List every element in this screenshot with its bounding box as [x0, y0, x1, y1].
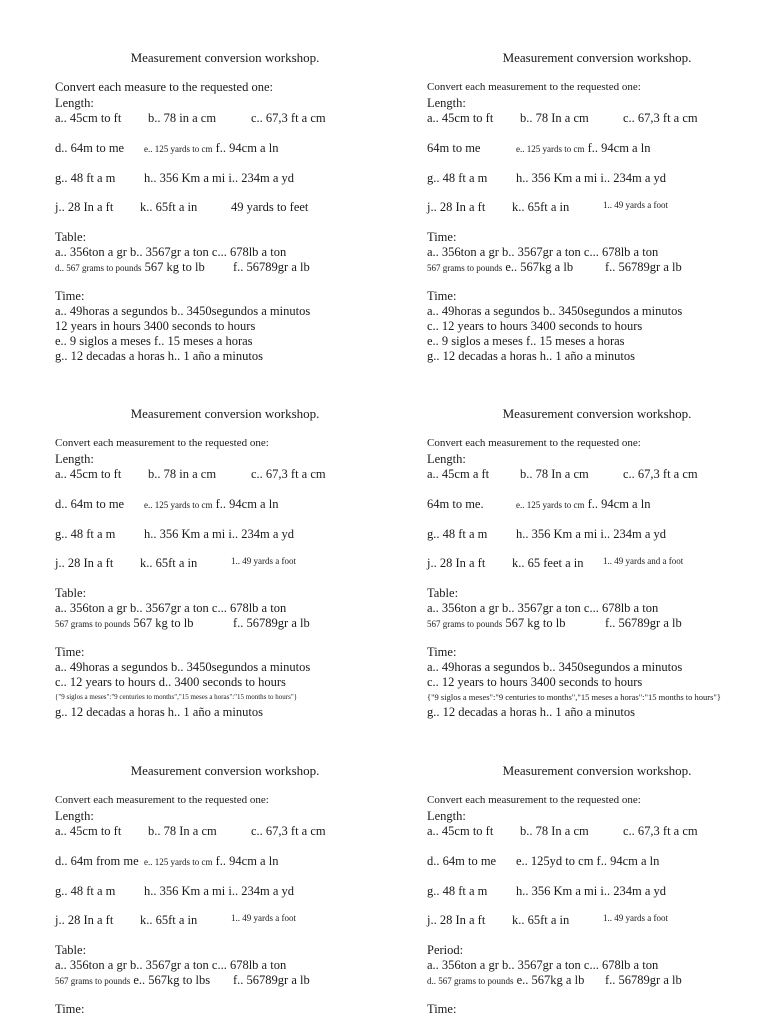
exercise-item: 567 kg to lb: [133, 616, 194, 630]
exercise-item: e.. 125 yards to cm: [144, 500, 213, 510]
length-row: [427, 199, 767, 215]
exercise-item: 567 grams to pounds: [427, 263, 503, 273]
exercise-item: a.. 45cm a ft: [427, 467, 490, 481]
instructions: Convert each measure to the requested one:: [55, 80, 273, 94]
exercise-item: g.. 48 ft a m: [55, 527, 116, 541]
exercise-item: c.. 67,3 ft a cm: [623, 111, 698, 125]
length-row: [55, 110, 395, 126]
exercise-item: b.. 78 In a cm: [148, 824, 217, 838]
exercise-item: k.. 65ft a in: [512, 913, 570, 927]
exercise-item: a.. 45cm to ft: [55, 824, 122, 838]
exercise-item: f.. 56789gr a lb: [233, 616, 310, 630]
length-row: [427, 883, 767, 899]
exercise-item: h.. 356 Km a mi i.. 234m a yd: [144, 171, 294, 185]
length-heading: Length:: [427, 809, 466, 823]
length-row: [427, 555, 767, 571]
time-row: g.. 12 decadas a horas h.. 1 año a minutos: [427, 349, 635, 363]
exercise-item: a.. 45cm to ft: [427, 111, 494, 125]
exercise-item: b.. 78 In a cm: [520, 824, 589, 838]
length-row: [427, 853, 767, 869]
worksheet-title: Measurement conversion workshop.: [130, 406, 320, 421]
exercise-item: k.. 65ft a in: [140, 913, 198, 927]
time-row: e.. 9 siglos a meses f.. 15 meses a horas: [55, 334, 253, 348]
mass-row: a.. 356ton a gr b.. 3567gr a ton c... 678lb a ton: [427, 601, 659, 615]
exercise-item: h.. 356 Km a mi i.. 234m a yd: [516, 884, 666, 898]
length-row: [427, 526, 767, 542]
mass-row: [55, 615, 395, 631]
exercise-item: 1.. 49 yards and a foot: [603, 556, 684, 566]
exercise-item: d.. 64m from me: [55, 854, 139, 868]
exercise-item: d.. 64m to me: [55, 141, 125, 155]
exercise-item: f.. 94cm a ln: [215, 854, 279, 868]
time-row: a.. 49horas a segundos b.. 3450segundos a minutos: [427, 304, 683, 318]
exercise-item: 1.. 49 yards a foot: [231, 913, 296, 923]
time-heading: Time:: [427, 645, 457, 659]
time-row: g.. 12 decadas a horas h.. 1 año a minutos: [427, 705, 635, 719]
time-row: {"9 siglos a meses":"9 centuries to months","15 meses a horas":"15 months to hours"}: [55, 693, 298, 701]
exercise-group: [144, 140, 278, 157]
length-row: [427, 912, 767, 928]
exercise-item: g.. 48 ft a m: [427, 527, 488, 541]
instructions: Convert each measurement to the requested one:: [427, 794, 641, 806]
exercise-item: e.. 125 yards to cm: [144, 144, 213, 154]
exercise-item: 1.. 49 yards a foot: [603, 913, 668, 923]
length-row: [55, 466, 395, 482]
length-row: [55, 912, 395, 928]
exercise-group: [144, 496, 278, 513]
exercise-item: j.. 28 In a ft: [55, 913, 114, 927]
exercise-item: 49 yards to feet: [231, 200, 309, 214]
length-heading: Length:: [55, 452, 94, 466]
mass-row: [427, 972, 767, 988]
exercise-item: a.. 45cm to ft: [427, 824, 494, 838]
length-row: [427, 140, 767, 156]
exercise-item: 1.. 49 yards a foot: [231, 556, 296, 566]
exercise-item: e.. 567kg to lbs: [133, 973, 211, 987]
length-heading: Length:: [427, 96, 466, 110]
time-heading: Time:: [55, 1002, 85, 1016]
exercise-item: h.. 356 Km a mi i.. 234m a yd: [144, 884, 294, 898]
mass-heading: Table:: [55, 230, 87, 244]
mass-row: [427, 615, 767, 631]
length-row: [55, 140, 395, 156]
length-row: [55, 555, 395, 571]
exercise-group: [55, 615, 193, 632]
length-row: [427, 466, 767, 482]
exercise-item: f.. 94cm a ln: [215, 141, 279, 155]
exercise-item: k.. 65ft a in: [140, 200, 198, 214]
exercise-item: g.. 48 ft a m: [55, 884, 116, 898]
worksheet-title: Measurement conversion workshop.: [130, 763, 320, 778]
exercise-item: d.. 567 grams to pounds: [55, 263, 142, 273]
exercise-item: h.. 356 Km a mi i.. 234m a yd: [144, 527, 294, 541]
exercise-item: 567 grams to pounds: [427, 619, 503, 629]
length-row: [427, 823, 767, 839]
length-heading: Length:: [55, 809, 94, 823]
exercise-item: 567 grams to pounds: [55, 976, 131, 986]
exercise-item: f.. 56789gr a lb: [605, 616, 682, 630]
exercise-item: a.. 45cm to ft: [55, 467, 122, 481]
exercise-item: 64m to me: [427, 141, 481, 155]
exercise-item: j.. 28 In a ft: [55, 556, 114, 570]
exercise-item: a.. 45cm to ft: [55, 111, 122, 125]
time-row: c.. 12 years to hours 3400 seconds to hours: [427, 319, 643, 333]
length-row: [427, 496, 767, 512]
exercise-item: e.. 567kg a lb: [505, 260, 574, 274]
time-heading: Time:: [55, 289, 85, 303]
exercise-item: f.. 94cm a ln: [215, 497, 279, 511]
mass-row: a.. 356ton a gr b.. 3567gr a ton c... 678lb a ton: [427, 958, 659, 972]
instructions: Convert each measurement to the requested one:: [55, 437, 269, 449]
length-heading: Length:: [55, 96, 94, 110]
length-row: [55, 823, 395, 839]
mass-row: [427, 259, 767, 275]
exercise-group: [516, 496, 650, 513]
worksheet-title: Measurement conversion workshop.: [502, 763, 692, 778]
length-heading: Length:: [427, 452, 466, 466]
exercise-item: c.. 67,3 ft a cm: [251, 467, 326, 481]
exercise-group: [427, 259, 573, 276]
instructions: Convert each measurement to the requested one:: [427, 437, 641, 449]
mass-heading: Table:: [427, 586, 459, 600]
exercise-item: c.. 67,3 ft a cm: [251, 111, 326, 125]
exercise-item: f.. 56789gr a lb: [605, 260, 682, 274]
exercise-item: b.. 78 In a cm: [520, 111, 589, 125]
length-row: [427, 170, 767, 186]
mass-heading: Period:: [427, 943, 464, 957]
time-row: g.. 12 decadas a horas h.. 1 año a minutos: [55, 705, 263, 719]
length-row: [55, 170, 395, 186]
exercise-item: f.. 94cm a ln: [587, 141, 651, 155]
mass-row: a.. 356ton a gr b.. 3567gr a ton c... 678lb a ton: [55, 245, 287, 259]
exercise-group: [427, 972, 584, 989]
length-row: [427, 110, 767, 126]
mass-row: a.. 356ton a gr b.. 3567gr a ton c... 678lb a ton: [55, 958, 287, 972]
exercise-item: b.. 78 in a cm: [148, 467, 217, 481]
time-row: {"9 siglos a meses":"9 centuries to months","15 meses a horas":"15 months to hours"}: [427, 692, 721, 702]
exercise-item: e.. 125 yards to cm: [516, 144, 585, 154]
time-row: c.. 12 years to hours d.. 3400 seconds to hours: [55, 675, 286, 689]
exercise-item: f.. 56789gr a lb: [233, 260, 310, 274]
exercise-item: k.. 65ft a in: [512, 200, 570, 214]
exercise-item: e.. 567kg a lb: [516, 973, 585, 987]
length-row: [55, 883, 395, 899]
exercise-item: f.. 94cm a ln: [596, 854, 660, 868]
exercise-item: 567 kg to lb: [505, 616, 566, 630]
exercise-item: c.. 67,3 ft a cm: [251, 824, 326, 838]
time-row: c.. 12 years to hours 3400 seconds to hours: [427, 675, 643, 689]
worksheet-title: Measurement conversion workshop.: [502, 50, 692, 65]
exercise-group: [427, 615, 565, 632]
time-row: a.. 49horas a segundos b.. 3450segundos a minutos: [427, 660, 683, 674]
time-row: 12 years in hours 3400 seconds to hours: [55, 319, 256, 333]
mass-heading: Table:: [55, 586, 87, 600]
mass-row: a.. 356ton a gr b.. 3567gr a ton c... 678lb a ton: [427, 245, 659, 259]
exercise-item: g.. 48 ft a m: [427, 171, 488, 185]
time-row: e.. 9 siglos a meses f.. 15 meses a horas: [427, 334, 625, 348]
exercise-item: 1.. 49 yards a foot: [603, 200, 668, 210]
exercise-item: j.. 28 In a ft: [427, 556, 486, 570]
time-heading: Time:: [427, 1002, 457, 1016]
exercise-group: [55, 972, 210, 989]
length-row: [55, 199, 395, 215]
mass-heading: Table:: [55, 943, 87, 957]
exercise-group: [516, 140, 650, 157]
exercise-item: e.. 125 yards to cm: [144, 857, 213, 867]
mass-row: a.. 356ton a gr b.. 3567gr a ton c... 678lb a ton: [55, 601, 287, 615]
exercise-item: j.. 28 In a ft: [427, 200, 486, 214]
exercise-item: k.. 65ft a in: [140, 556, 198, 570]
length-row: [55, 526, 395, 542]
exercise-item: h.. 356 Km a mi i.. 234m a yd: [516, 171, 666, 185]
mass-row: [55, 259, 395, 275]
exercise-item: d.. 567 grams to pounds: [427, 976, 514, 986]
exercise-item: 64m to me.: [427, 497, 484, 511]
exercise-item: c.. 67,3 ft a cm: [623, 824, 698, 838]
exercise-item: k.. 65 feet a in: [512, 556, 584, 570]
exercise-item: j.. 28 In a ft: [427, 913, 486, 927]
time-row: a.. 49horas a segundos b.. 3450segundos a minutos: [55, 304, 311, 318]
exercise-item: g.. 48 ft a m: [55, 171, 116, 185]
worksheet-title: Measurement conversion workshop.: [502, 406, 692, 421]
exercise-item: j.. 28 In a ft: [55, 200, 114, 214]
instructions: Convert each measurement to the requested one:: [427, 81, 641, 93]
exercise-item: d.. 64m to me: [55, 497, 125, 511]
length-row: [55, 853, 395, 869]
exercise-item: e.. 125 yards to cm: [516, 500, 585, 510]
worksheet-title: Measurement conversion workshop.: [130, 50, 320, 65]
exercise-item: b.. 78 in a cm: [148, 111, 217, 125]
exercise-group: [516, 853, 659, 869]
exercise-item: f.. 56789gr a lb: [605, 973, 682, 987]
exercise-item: 567 kg to lb: [144, 260, 205, 274]
exercise-item: b.. 78 In a cm: [520, 467, 589, 481]
length-row: [55, 496, 395, 512]
exercise-item: h.. 356 Km a mi i.. 234m a yd: [516, 527, 666, 541]
time-row: g.. 12 decadas a horas h.. 1 año a minutos: [55, 349, 263, 363]
time-row: a.. 49horas a segundos b.. 3450segundos a minutos: [55, 660, 311, 674]
exercise-item: c.. 67,3 ft a cm: [623, 467, 698, 481]
exercise-item: d.. 64m to me: [427, 854, 497, 868]
exercise-group: [144, 853, 278, 870]
instructions: Convert each measurement to the requested one:: [55, 794, 269, 806]
exercise-item: 567 grams to pounds: [55, 619, 131, 629]
exercise-item: e.. 125yd to cm: [516, 854, 594, 868]
mass-row: [55, 972, 395, 988]
time-heading: Time:: [427, 289, 457, 303]
exercise-group: [55, 259, 205, 276]
mass-heading: Time:: [427, 230, 457, 244]
exercise-item: f.. 94cm a ln: [587, 497, 651, 511]
exercise-item: g.. 48 ft a m: [427, 884, 488, 898]
time-heading: Time:: [55, 645, 85, 659]
exercise-item: f.. 56789gr a lb: [233, 973, 310, 987]
